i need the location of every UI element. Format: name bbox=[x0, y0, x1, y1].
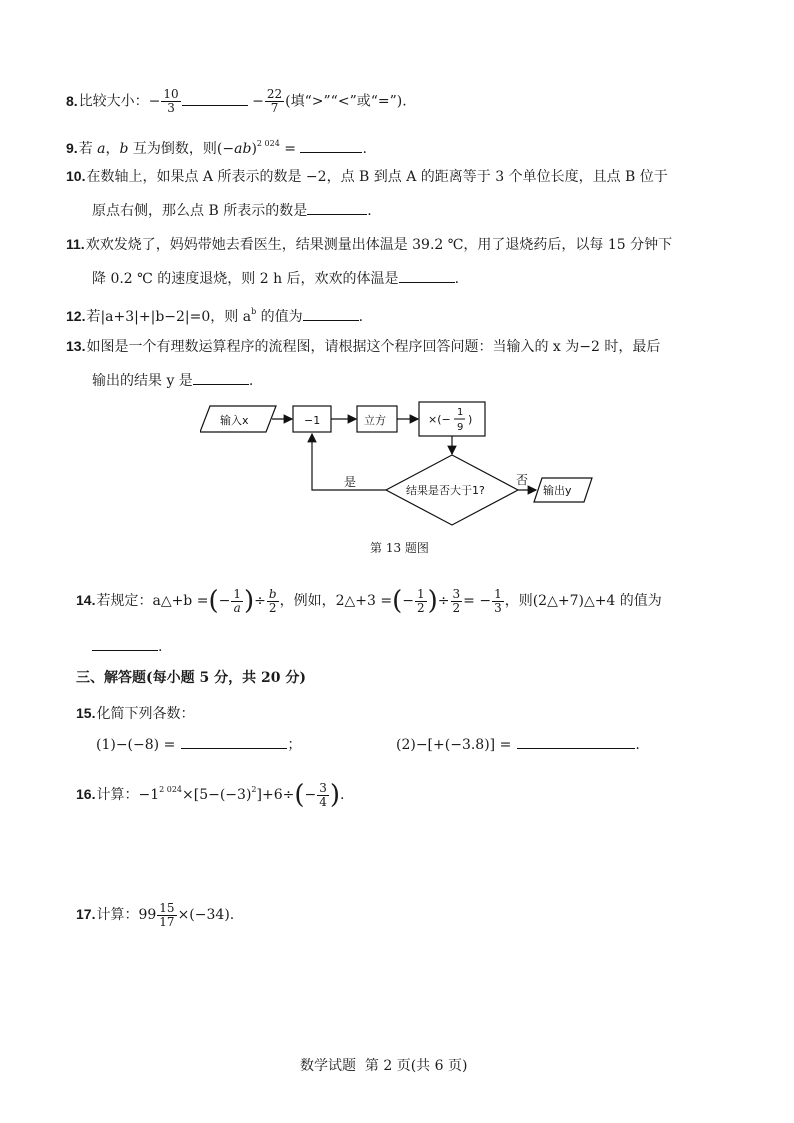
question-12 bbox=[66, 302, 363, 327]
question-text: . bbox=[358, 309, 364, 325]
multiply-prefix: ×(− bbox=[428, 413, 451, 426]
question-16: 16.计算：$-1^{2 024}\times[5-(-3)^2]+6\div(-$ $\frac{3}{4}$ ). bbox=[76, 780, 345, 810]
question-number: 11. bbox=[66, 236, 85, 252]
question-text: ×(−34). bbox=[177, 907, 235, 923]
question-text: ÷ bbox=[254, 593, 266, 609]
variable: a bbox=[97, 141, 106, 157]
question-15-part1 bbox=[96, 734, 301, 755]
question-number: 13. bbox=[66, 338, 86, 354]
question-text: . bbox=[340, 787, 345, 803]
question-14: 14.若规定：a△+b =(− $\frac{1}{a}$ )÷ $\frac{b}{2}$ ，例如，2△+3 =(− $\frac{1}{2}$ )÷ $\frac{3}{2}$ = − $\frac{1}{3}$ ，则(2△+7)△+4 的值为 bbox=[76, 586, 662, 616]
question-number: 15. bbox=[76, 705, 96, 721]
numerator: 22 bbox=[266, 87, 283, 101]
question-text: 计算：99 bbox=[96, 907, 157, 923]
question-text: ； bbox=[287, 737, 302, 753]
denominator: 2 bbox=[452, 600, 461, 615]
multiply-denominator: 9 bbox=[457, 422, 464, 433]
denominator: 4 bbox=[319, 794, 327, 809]
question-text: ×[5−(−3) bbox=[182, 787, 252, 803]
exponent: 2 024 bbox=[256, 139, 280, 148]
denominator: 2 bbox=[267, 601, 279, 615]
question-text: − bbox=[252, 93, 264, 110]
fraction bbox=[451, 588, 463, 615]
question-number: 14. bbox=[76, 592, 96, 608]
exponent: 2 bbox=[251, 785, 257, 794]
question-8 bbox=[66, 88, 407, 115]
numerator: 3 bbox=[452, 586, 461, 601]
answer-blank[interactable] bbox=[517, 734, 635, 749]
question-11-cont bbox=[92, 268, 459, 289]
page-footer: 数学试题 第 2 页(共 6 页) bbox=[300, 1058, 468, 1074]
fraction bbox=[231, 588, 243, 615]
fraction bbox=[415, 588, 427, 615]
denominator: a bbox=[231, 601, 243, 615]
question-15-part2 bbox=[396, 734, 640, 755]
question-text: 计算：−1 bbox=[96, 787, 160, 803]
question-9 bbox=[66, 134, 367, 159]
question-text: ÷ bbox=[437, 593, 450, 609]
answer-blank[interactable] bbox=[181, 734, 287, 749]
answer-blank[interactable] bbox=[307, 200, 367, 215]
question-number: 8. bbox=[66, 92, 78, 109]
question-text: ) bbox=[251, 141, 257, 157]
section-title: 三、解答题(每小题 5 分，共 20 分) bbox=[76, 670, 306, 686]
question-text: 互为倒数，则(− bbox=[128, 141, 235, 157]
question-text: . bbox=[362, 141, 367, 157]
question-text: ，例如，2△+3 = bbox=[279, 593, 393, 609]
question-text: . bbox=[367, 203, 372, 219]
question-text: . bbox=[158, 639, 163, 655]
question-text: 如图是一个有理数运算程序的流程图，请根据这个程序回答问题：当输入的 x 为−2 时，最后 bbox=[86, 339, 661, 355]
question-14-cont bbox=[92, 636, 162, 657]
fraction bbox=[492, 588, 504, 615]
denominator: 2 bbox=[416, 600, 425, 615]
answer-blank[interactable] bbox=[399, 268, 455, 283]
question-15 bbox=[76, 703, 194, 724]
numerator: b bbox=[268, 586, 277, 601]
question-text: 比较大小：− bbox=[78, 93, 161, 110]
denominator: 3 bbox=[161, 101, 180, 115]
exponent: 2 024 bbox=[159, 785, 183, 794]
fraction bbox=[157, 902, 176, 929]
question-text: ， bbox=[105, 141, 120, 157]
yes-label: 是 bbox=[344, 475, 357, 489]
question-text: 输出的结果 y 是 bbox=[92, 373, 193, 389]
numerator: 15 bbox=[159, 900, 175, 915]
question-text: 的值为 bbox=[256, 309, 303, 325]
question-text: 原点右侧，那么点 B 所表示的数是 bbox=[92, 203, 308, 219]
exponent: b bbox=[251, 307, 257, 316]
cube-label: 立方 bbox=[364, 414, 386, 427]
denominator: 3 bbox=[494, 600, 502, 615]
fraction bbox=[265, 88, 284, 115]
answer-blank[interactable] bbox=[303, 306, 359, 321]
question-text: ，则(2△+7)△+4 的值为 bbox=[504, 593, 662, 609]
minus-one-label: −1 bbox=[304, 414, 321, 427]
question-number: 17. bbox=[76, 906, 96, 922]
question-text: 欢欢发烧了，妈妈带她去看医生，结果测量出体温是 39.2 ℃，用了退烧药后，以每 15 分钟下 bbox=[85, 237, 673, 253]
numerator: 3 bbox=[319, 780, 327, 795]
question-number: 10. bbox=[66, 168, 86, 184]
answer-blank[interactable] bbox=[300, 138, 362, 153]
question-text: = − bbox=[463, 593, 492, 609]
question-text: − bbox=[304, 787, 317, 803]
multiply-suffix: ) bbox=[468, 413, 473, 426]
question-text: (1)−(−8) = bbox=[96, 737, 176, 753]
question-11 bbox=[66, 234, 672, 255]
denominator: 17 bbox=[159, 914, 175, 929]
figure-caption: 第 13 题图 bbox=[370, 541, 429, 555]
question-text: 若 bbox=[78, 141, 98, 157]
decision-label: 结果是否大于1? bbox=[406, 484, 485, 497]
question-text: . bbox=[248, 373, 254, 389]
multiply-numerator: 1 bbox=[457, 407, 464, 418]
answer-blank[interactable] bbox=[92, 636, 158, 651]
question-number: 16. bbox=[76, 786, 96, 802]
input-label: 输入x bbox=[220, 414, 249, 427]
answer-blank[interactable] bbox=[193, 370, 249, 385]
question-10 bbox=[66, 166, 668, 187]
question-13-cont bbox=[92, 370, 253, 391]
answer-blank[interactable] bbox=[182, 91, 248, 106]
numerator: 1 bbox=[233, 586, 241, 601]
question-text: 若规定：a△+b = bbox=[96, 593, 209, 609]
question-text: . bbox=[635, 737, 640, 753]
question-number: 12. bbox=[66, 308, 86, 324]
question-text: 若|a+3|+|b−2|=0，则 a bbox=[86, 309, 252, 325]
question-text: . bbox=[454, 271, 460, 287]
flowchart bbox=[200, 398, 600, 528]
no-label: 否 bbox=[516, 473, 529, 487]
question-number: 9. bbox=[66, 140, 78, 156]
question-text: (填“>”“<”或“=”). bbox=[285, 93, 407, 110]
question-text: 在数轴上，如果点 A 所表示的数是 −2，点 B 到点 A 的距离等于 3 个单位长度，且点 B 位于 bbox=[86, 169, 668, 185]
question-text: 降 0.2 ℃ 的速度退烧，则 2 h 后，欢欢的体温是 bbox=[92, 271, 399, 287]
fraction bbox=[161, 88, 180, 115]
fraction bbox=[317, 782, 329, 809]
output-label: 输出y bbox=[543, 484, 572, 497]
question-text: ]+6÷ bbox=[256, 787, 295, 803]
question-text: 化简下列各数： bbox=[96, 706, 195, 722]
numerator: 10 bbox=[163, 87, 179, 101]
numerator: 1 bbox=[416, 586, 425, 601]
question-10-cont bbox=[92, 200, 372, 221]
question-13 bbox=[66, 336, 660, 357]
numerator: 1 bbox=[494, 586, 502, 601]
question-text: = bbox=[279, 141, 301, 157]
denominator: 7 bbox=[265, 101, 284, 115]
fraction bbox=[267, 588, 279, 615]
question-17 bbox=[76, 899, 234, 930]
variable: ab bbox=[234, 141, 252, 157]
question-text: (2)−[+(−3.8)] = bbox=[396, 737, 512, 753]
variable: b bbox=[119, 141, 129, 157]
